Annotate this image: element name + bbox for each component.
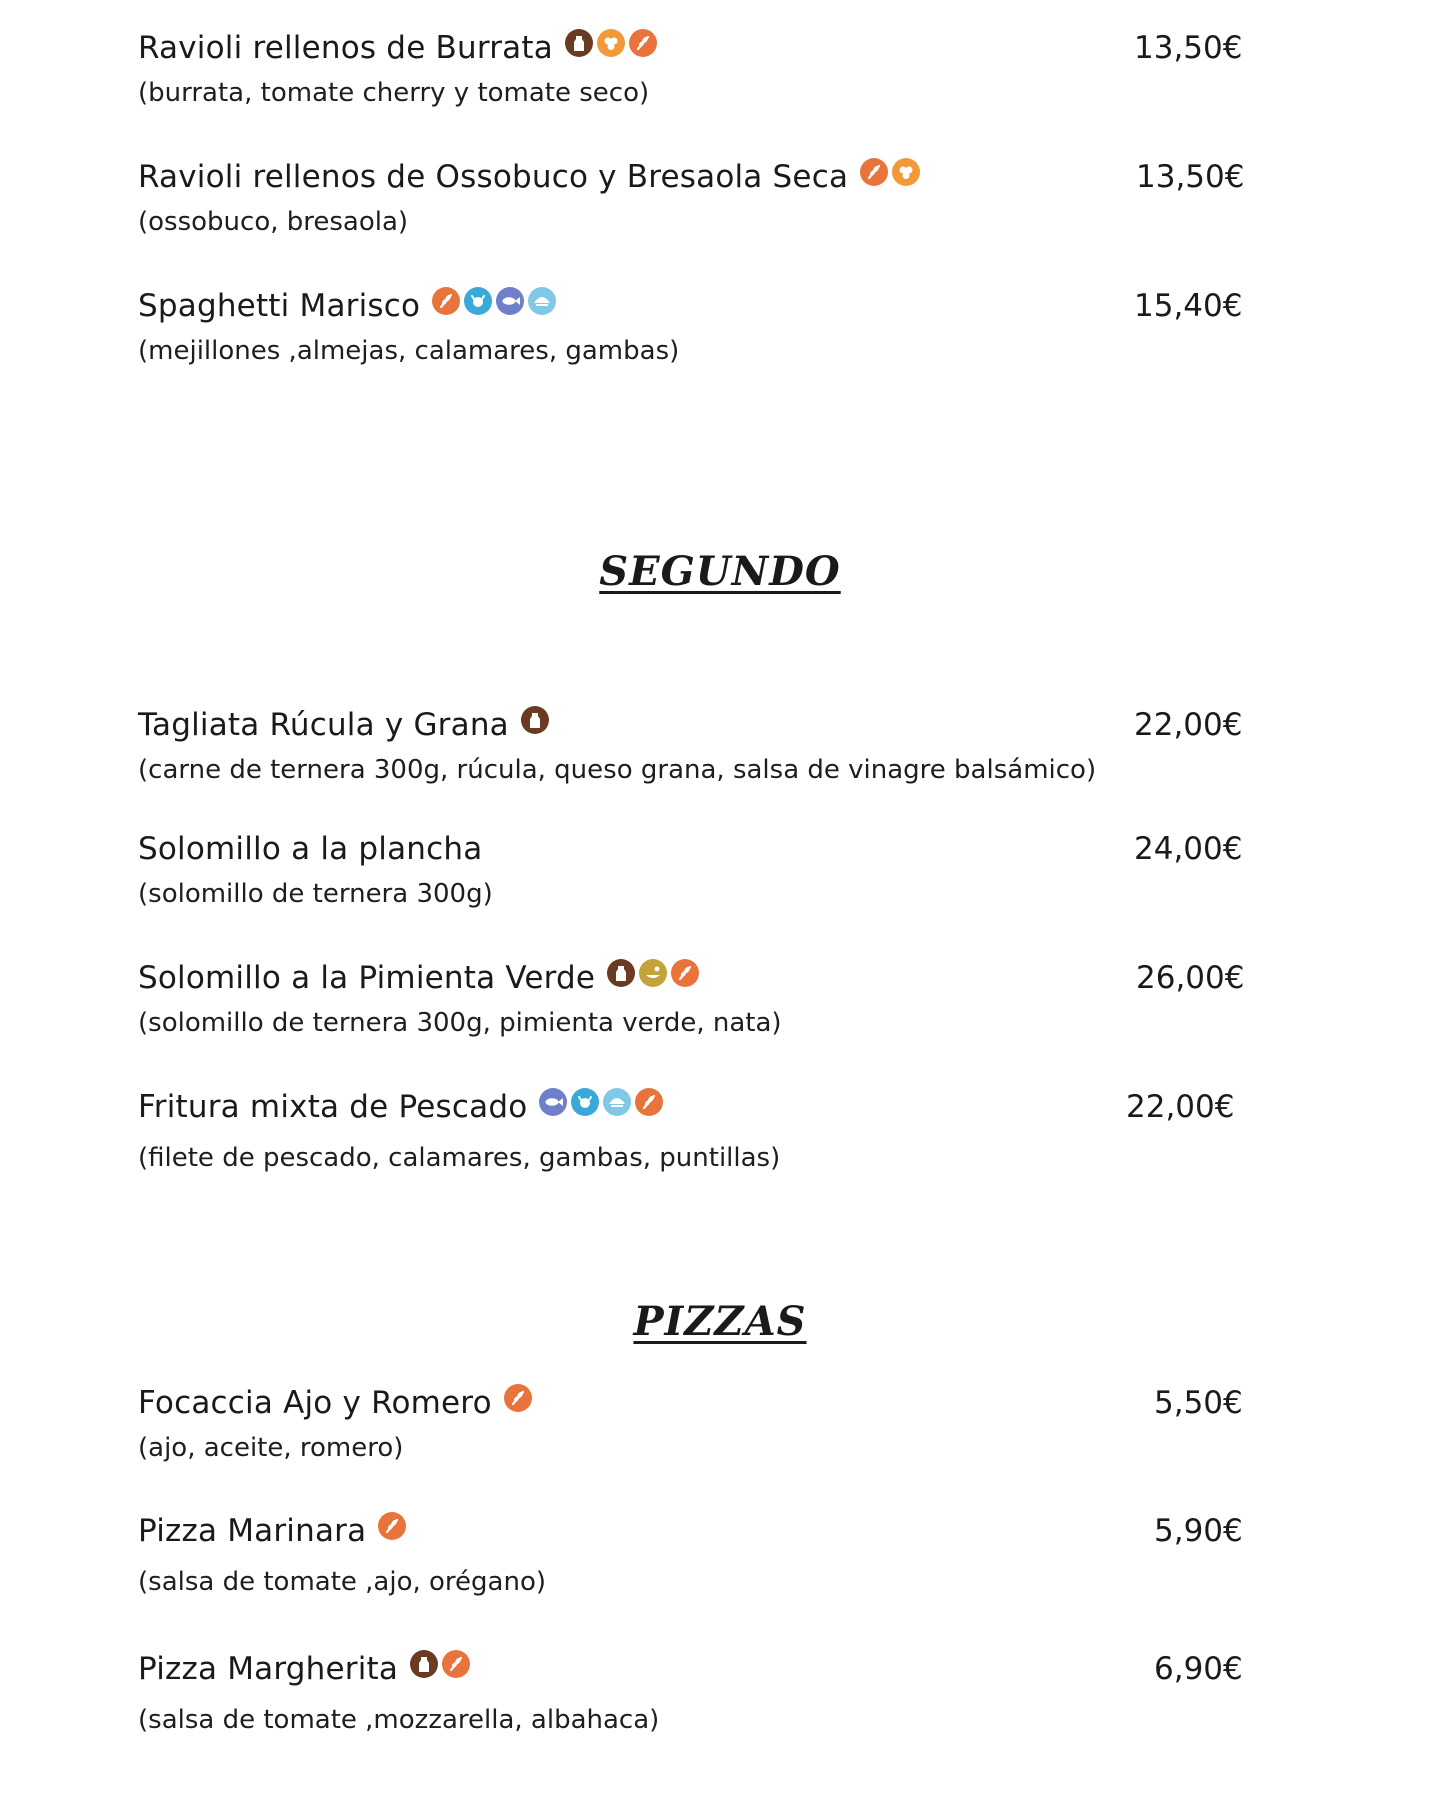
allergen-icons — [565, 29, 657, 57]
menu-item — [138, 1647, 1243, 1735]
allergen-icons — [410, 1650, 470, 1678]
allergen-icons — [860, 158, 920, 186]
wheat-icon — [378, 1512, 406, 1540]
fish-icon — [496, 287, 524, 315]
dish-price: 22,00€ — [1126, 1089, 1235, 1125]
menu-item — [138, 1085, 1238, 1173]
dish-name: Fritura mixta de Pescado — [138, 1089, 528, 1125]
dish-description: (filete de pescado, calamares, gambas, puntillas) — [138, 1143, 781, 1173]
milk-icon — [607, 959, 635, 987]
allergen-icons — [521, 706, 549, 734]
wheat-icon — [442, 1650, 470, 1678]
dish-name: Ravioli rellenos de Ossobuco y Bresaola Seca — [138, 159, 849, 195]
dish-price: 13,50€ — [1136, 159, 1245, 195]
milk-icon — [521, 706, 549, 734]
wheat-icon — [635, 1088, 663, 1116]
menu-item — [138, 284, 1243, 366]
section-heading: PIZZAS — [633, 1298, 807, 1345]
menu-item — [138, 1381, 1243, 1463]
egg-icon — [597, 29, 625, 57]
wheat-icon — [671, 959, 699, 987]
milk-icon — [410, 1650, 438, 1678]
dish-description: (mejillones ,almejas, calamares, gambas) — [138, 336, 680, 366]
wheat-icon — [629, 29, 657, 57]
section-heading: SEGUNDO — [599, 548, 841, 595]
dish-name: Solomillo a la plancha — [138, 831, 483, 867]
dish-name: Pizza Margherita — [138, 1651, 399, 1687]
dish-price: 5,50€ — [1154, 1385, 1243, 1421]
dish-price: 22,00€ — [1134, 707, 1243, 743]
menu-item — [138, 155, 1245, 237]
allergen-icons — [607, 959, 699, 987]
mollusc-icon — [528, 287, 556, 315]
menu-item — [138, 26, 1243, 108]
dish-price: 5,90€ — [1154, 1513, 1243, 1549]
wheat-icon — [504, 1384, 532, 1412]
dish-price: 15,40€ — [1134, 288, 1243, 324]
mollusc-icon — [603, 1088, 631, 1116]
allergen-icons — [504, 1384, 532, 1412]
dish-name: Ravioli rellenos de Burrata — [138, 30, 553, 66]
menu-item — [138, 1509, 1243, 1597]
dish-description: (solomillo de ternera 300g, pimienta verde, nata) — [138, 1008, 782, 1038]
dish-description: (solomillo de ternera 300g) — [138, 879, 493, 909]
dish-price: 24,00€ — [1134, 831, 1243, 867]
milk-icon — [565, 29, 593, 57]
allergen-icons — [539, 1088, 663, 1116]
fish-icon — [539, 1088, 567, 1116]
dish-description: (ajo, aceite, romero) — [138, 1433, 404, 1463]
allergen-icons — [432, 287, 556, 315]
dish-description: (ossobuco, bresaola) — [138, 207, 409, 237]
dish-price: 13,50€ — [1134, 30, 1243, 66]
allergen-icons — [378, 1512, 406, 1540]
mustard-icon — [639, 959, 667, 987]
dish-description: (burrata, tomate cherry y tomate seco) — [138, 78, 650, 108]
dish-description: (carne de ternera 300g, rúcula, queso grana, salsa de vinagre balsámico) — [138, 755, 1097, 785]
menu-item — [138, 827, 1243, 909]
dish-description: (salsa de tomate ,ajo, orégano) — [138, 1567, 547, 1597]
menu-item — [138, 703, 1243, 785]
dish-name: Pizza Marinara — [138, 1513, 367, 1549]
dish-price: 26,00€ — [1136, 960, 1245, 996]
dish-name: Focaccia Ajo y Romero — [138, 1385, 492, 1421]
crustacean-icon — [464, 287, 492, 315]
dish-name: Spaghetti Marisco — [138, 288, 421, 324]
wheat-icon — [432, 287, 460, 315]
menu-item — [138, 956, 1245, 1038]
crustacean-icon — [571, 1088, 599, 1116]
egg-icon — [892, 158, 920, 186]
wheat-icon — [860, 158, 888, 186]
dish-name: Solomillo a la Pimienta Verde — [138, 960, 596, 996]
dish-price: 6,90€ — [1154, 1651, 1243, 1687]
dish-name: Tagliata Rúcula y Grana — [138, 707, 509, 743]
dish-description: (salsa de tomate ,mozzarella, albahaca) — [138, 1705, 660, 1735]
